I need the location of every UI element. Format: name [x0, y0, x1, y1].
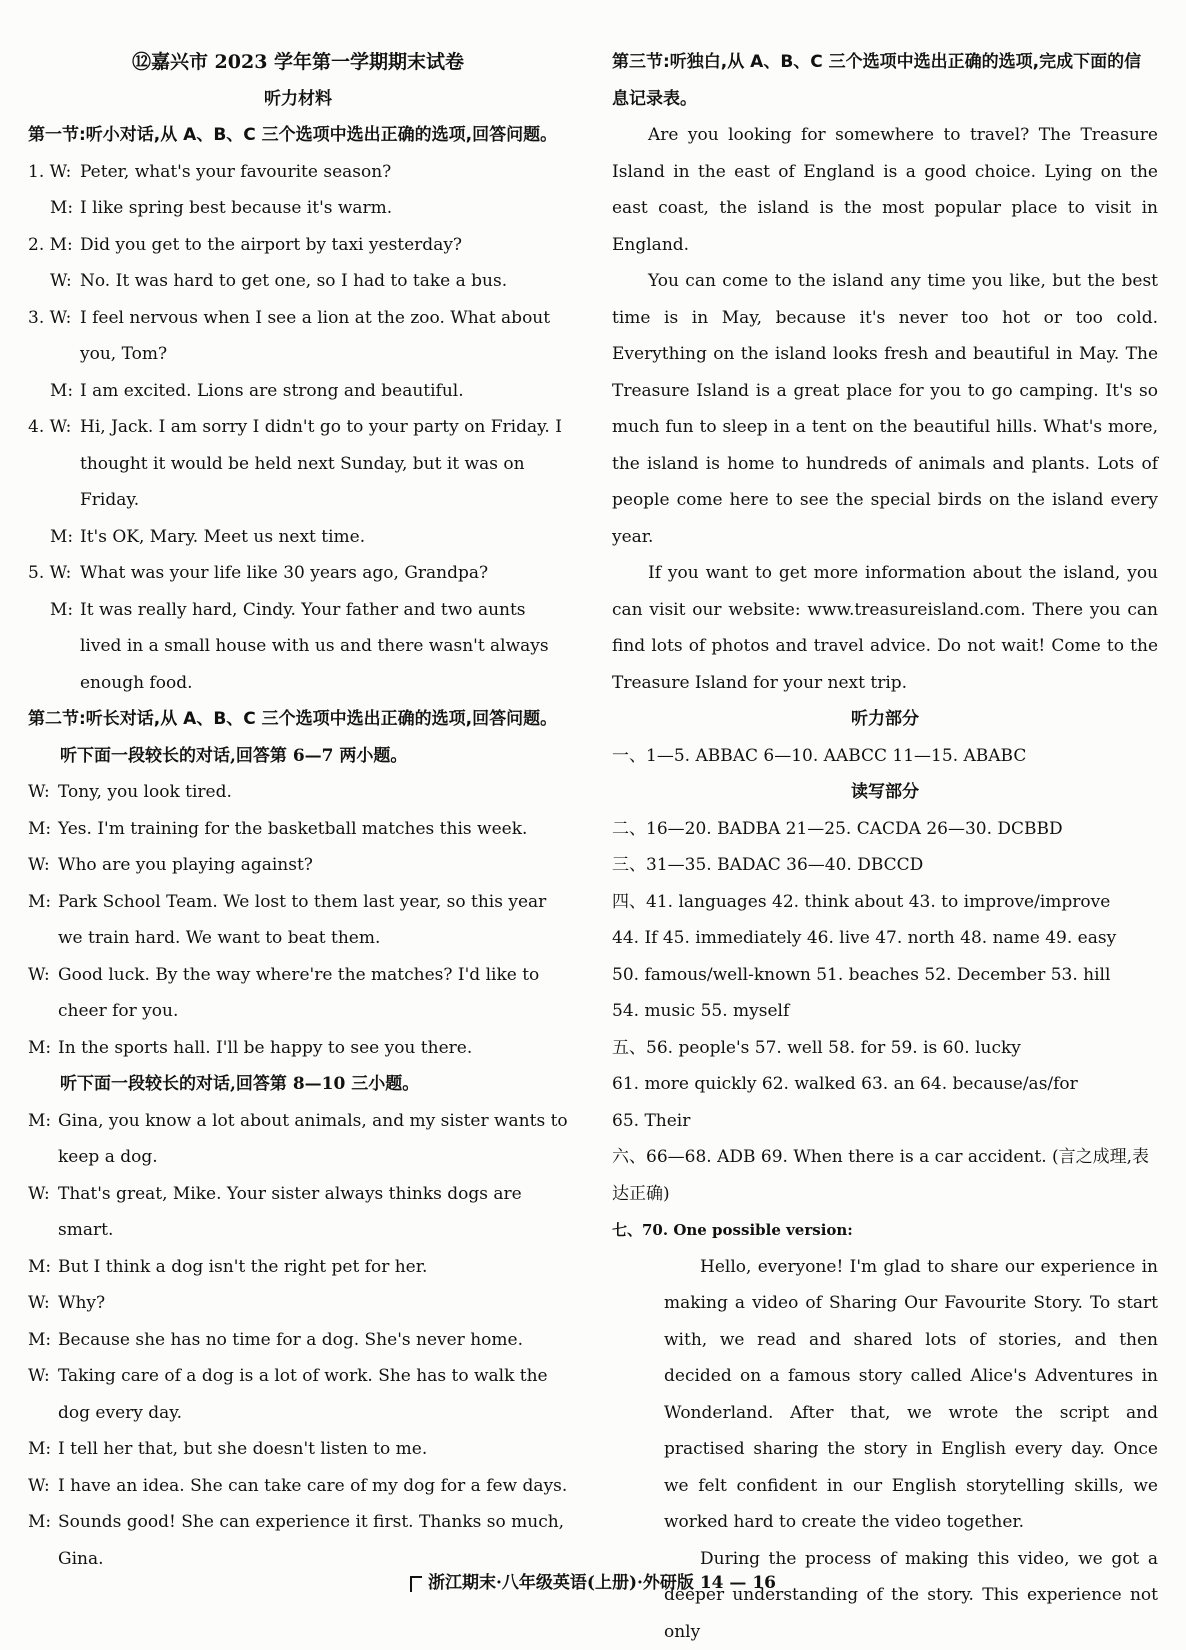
- dialog-text: Tony, you look tired.: [58, 774, 568, 811]
- dialog-text: I tell her that, but she doesn't listen to me.: [58, 1431, 568, 1468]
- answer-line: 三、31—35. BADAC 36—40. DBCCD: [612, 847, 1158, 884]
- dialog-line: [28, 774, 568, 811]
- speaker-label: M:: [28, 884, 58, 957]
- speaker-label: M:: [28, 1322, 58, 1359]
- speaker-label: M:: [50, 190, 80, 227]
- monologue-paragraph: Are you looking for somewhere to travel? The Treasure Island in the east of England is a good choice. Lying on the east coast, the island is the most popular place to visit in England.: [612, 117, 1158, 263]
- dialog-line: [28, 1468, 568, 1505]
- speaker-label: W:: [28, 1358, 58, 1431]
- dialog-text: In the sports hall. I'll be happy to see you there.: [58, 1030, 568, 1067]
- speaker-label: 1. W:: [28, 154, 80, 191]
- speaker-label: 3. W:: [28, 300, 80, 373]
- dialog-text: Park School Team. We lost to them last year, so this year we train hard. We want to beat them.: [58, 884, 568, 957]
- dialog-text: What was your life like 30 years ago, Grandpa?: [80, 555, 568, 592]
- answer-line: 44. If 45. immediately 46. live 47. north 48. name 49. easy: [612, 920, 1158, 957]
- dialog-text: I feel nervous when I see a lion at the zoo. What about you, Tom?: [80, 300, 568, 373]
- speaker-label: M:: [50, 373, 80, 410]
- dialog-line: [28, 190, 568, 227]
- speaker-label: M:: [50, 519, 80, 556]
- dialog-line: [28, 1030, 568, 1067]
- speaker-label: 5. W:: [28, 555, 80, 592]
- speaker-label: M:: [28, 1249, 58, 1286]
- dialog-line: [28, 300, 568, 373]
- section3-heading: 第三节:听独白,从 A、B、C 三个选项中选出正确的选项,完成下面的信息记录表。: [612, 44, 1158, 117]
- dialog-text: No. It was hard to get one, so I had to take a bus.: [80, 263, 568, 300]
- exam-title: ⑫嘉兴市 2023 学年第一学期期末试卷: [28, 44, 568, 81]
- dialog-line: [28, 847, 568, 884]
- dialog-line: [28, 1504, 568, 1577]
- dialog-text: Good luck. By the way where're the matches? I'd like to cheer for you.: [58, 957, 568, 1030]
- speaker-label: M:: [50, 592, 80, 702]
- speaker-label: W:: [28, 1285, 58, 1322]
- dialog-text: I am excited. Lions are strong and beautiful.: [80, 373, 568, 410]
- monologue-paragraph: If you want to get more information about the island, you can visit our website: www.treasureisland.com. There you can find lots of photos and travel advice. Do not wait! Come to the Treasure Island for your next trip.: [612, 555, 1158, 701]
- speaker-label: M:: [28, 1030, 58, 1067]
- answer-line: 61. more quickly 62. walked 63. an 64. because/as/for: [612, 1066, 1158, 1103]
- speaker-label: M:: [28, 1103, 58, 1176]
- right-column: [612, 44, 1158, 1650]
- dialog-text: Taking care of a dog is a lot of work. She has to walk the dog every day.: [58, 1358, 568, 1431]
- dialog-line: [28, 957, 568, 1030]
- answer-line: 65. Their: [612, 1103, 1158, 1140]
- dialog-line: [28, 592, 568, 702]
- monologue-paragraph: You can come to the island any time you like, but the best time is in May, because it's never too hot or too cold. Everything on the island looks fresh and beautiful in May. The Treasure Island is a great place for you to go camping. It's so much fun to sleep in a tent on the beautiful hills. What's more, the island is home to hundreds of animals and plants. Lots of people come here to see the special birds on the island every year.: [612, 263, 1158, 555]
- answer-line: 二、16—20. BADBA 21—25. CACDA 26—30. DCBBD: [612, 811, 1158, 848]
- dialog-line: [28, 555, 568, 592]
- q70-label: 七、70. One possible version:: [612, 1212, 1158, 1249]
- essay-paragraph: During the process of making this video, we got a deeper understanding of the story. This experience not only: [612, 1541, 1158, 1650]
- dialog-line: [28, 1358, 568, 1431]
- corner-mark-icon: [410, 1576, 422, 1592]
- section2-intro2: 听下面一段较长的对话,回答第 8—10 三小题。: [28, 1066, 568, 1103]
- reading-writing-heading: 读写部分: [612, 774, 1158, 811]
- dialog-text: Who are you playing against?: [58, 847, 568, 884]
- speaker-label: M:: [28, 1431, 58, 1468]
- answer-line: 50. famous/well-known 51. beaches 52. December 53. hill: [612, 957, 1158, 994]
- speaker-label: W:: [28, 774, 58, 811]
- dialog-text: Why?: [58, 1285, 568, 1322]
- dialog-line: [28, 884, 568, 957]
- dialog1: [28, 774, 568, 1066]
- dialog-line: [28, 1431, 568, 1468]
- dialog2: [28, 1103, 568, 1578]
- dialog-line: [28, 519, 568, 556]
- speaker-label: W:: [28, 1468, 58, 1505]
- dialog-text: It's OK, Mary. Meet us next time.: [80, 519, 568, 556]
- dialog-text: I like spring best because it's warm.: [80, 190, 568, 227]
- dialog-text: But I think a dog isn't the right pet for her.: [58, 1249, 568, 1286]
- dialog-text: That's great, Mike. Your sister always thinks dogs are smart.: [58, 1176, 568, 1249]
- dialog-text: Hi, Jack. I am sorry I didn't go to your party on Friday. I thought it would be held next Sunday, but it was on Friday.: [80, 409, 568, 519]
- section2-intro1: 听下面一段较长的对话,回答第 6—7 两小题。: [28, 738, 568, 775]
- dialog-line: [28, 811, 568, 848]
- dialog-text: Yes. I'm training for the basketball matches this week.: [58, 811, 568, 848]
- speaker-label: 2. M:: [28, 227, 80, 264]
- section1-dialogs: [28, 154, 568, 702]
- dialog-text: It was really hard, Cindy. Your father and two aunts lived in a small house with us and there wasn't always enough food.: [80, 592, 568, 702]
- answer-line: 五、56. people's 57. well 58. for 59. is 60. lucky: [612, 1030, 1158, 1067]
- speaker-label: M:: [28, 1504, 58, 1577]
- dialog-text: Gina, you know a lot about animals, and my sister wants to keep a dog.: [58, 1103, 568, 1176]
- left-column: [28, 44, 568, 1577]
- dialog-line: [28, 373, 568, 410]
- speaker-label: 4. W:: [28, 409, 80, 519]
- listening-answers: 一、1—5. ABBAC 6—10. AABCC 11—15. ABABC: [612, 738, 1158, 775]
- page-footer: [0, 1568, 1186, 1593]
- speaker-label: W:: [28, 1176, 58, 1249]
- dialog-text: Peter, what's your favourite season?: [80, 154, 568, 191]
- dialog-text: Because she has no time for a dog. She's never home.: [58, 1322, 568, 1359]
- speaker-label: W:: [28, 847, 58, 884]
- dialog-text: Did you get to the airport by taxi yesterday?: [80, 227, 568, 264]
- essay-paragraph: Hello, everyone! I'm glad to share our experience in making a video of Sharing Our Favourite Story. To start with, we read and shared lots of stories, and then decided on a famous story called Alice's Adventures in Wonderland. After that, we wrote the script and practised sharing the story in English every day. Once we felt confident in our English storytelling skills, we worked hard to create the video together.: [612, 1249, 1158, 1541]
- listening-answers-heading: 听力部分: [612, 701, 1158, 738]
- dialog-line: [28, 263, 568, 300]
- answer-line: 四、41. languages 42. think about 43. to improve/improve: [612, 884, 1158, 921]
- dialog-text: Sounds good! She can experience it first. Thanks so much, Gina.: [58, 1504, 568, 1577]
- dialog-line: [28, 1103, 568, 1176]
- answer-line: 六、66—68. ADB 69. When there is a car accident. (言之成理,表达正确): [612, 1139, 1158, 1212]
- answer-line: 54. music 55. myself: [612, 993, 1158, 1030]
- footer-text: 浙江期末·八年级英语(上册)·外研版 14 — 16: [428, 1573, 776, 1593]
- dialog-line: [28, 1285, 568, 1322]
- dialog-line: [28, 227, 568, 264]
- section1-heading: 第一节:听小对话,从 A、B、C 三个选项中选出正确的选项,回答问题。: [28, 117, 568, 154]
- dialog-text: I have an idea. She can take care of my dog for a few days.: [58, 1468, 568, 1505]
- dialog-line: [28, 1176, 568, 1249]
- listening-material-heading: 听力材料: [28, 81, 568, 118]
- dialog-line: [28, 1249, 568, 1286]
- dialog-line: [28, 154, 568, 191]
- dialog-line: [28, 409, 568, 519]
- section2-heading: 第二节:听长对话,从 A、B、C 三个选项中选出正确的选项,回答问题。: [28, 701, 568, 738]
- speaker-label: W:: [28, 957, 58, 1030]
- speaker-label: M:: [28, 811, 58, 848]
- dialog-line: [28, 1322, 568, 1359]
- speaker-label: W:: [50, 263, 80, 300]
